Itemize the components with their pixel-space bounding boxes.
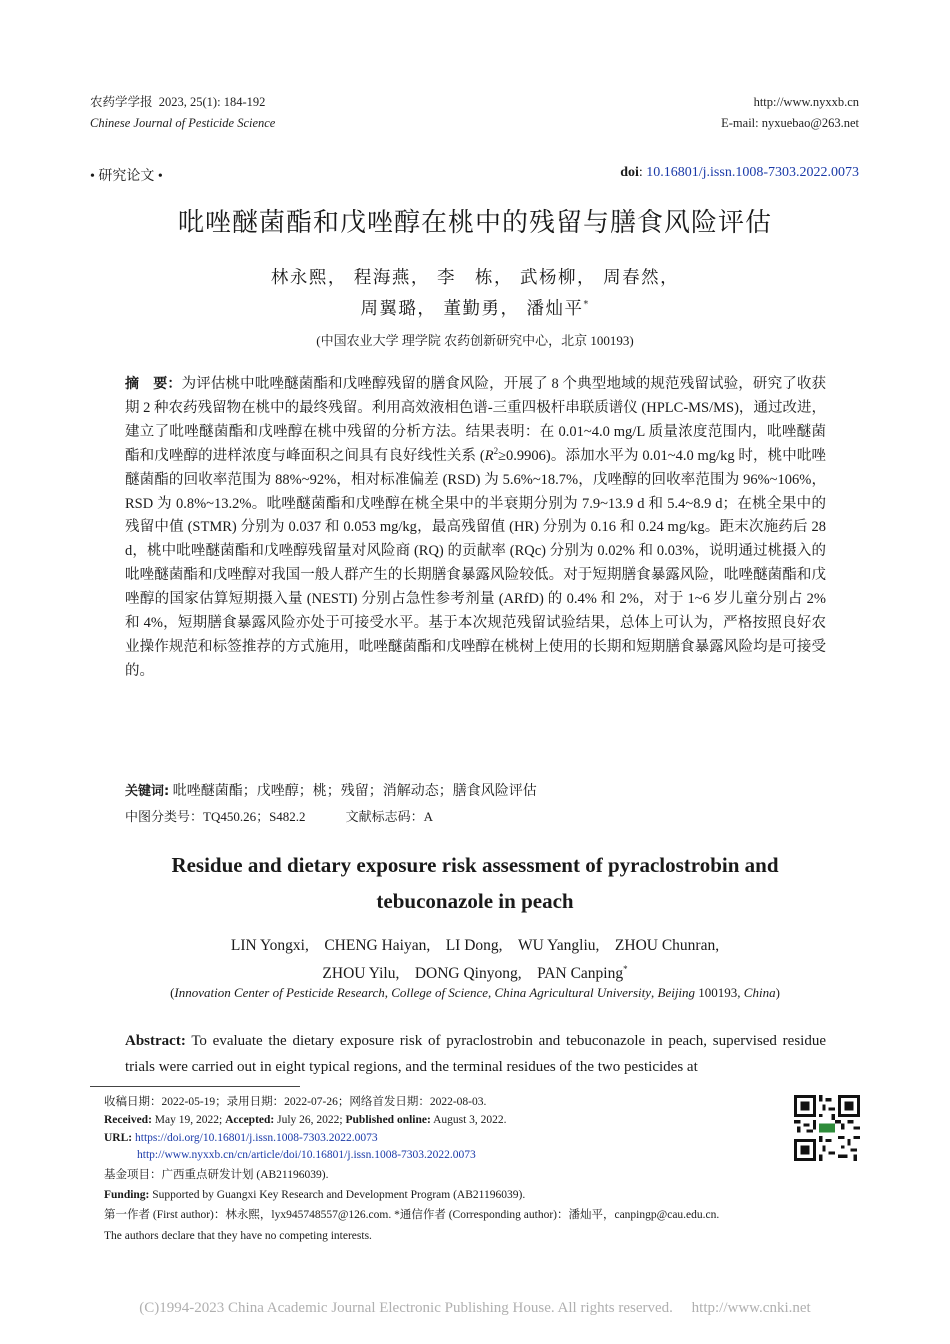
footnote-authors: 第一作者 (First author)：林永熙，lyx945748557@126.com. *通信作者 (Corresponding author)：潘灿平，canpingp@cau.edu.cn. xyxy=(104,1209,720,1221)
aff-org1: Innovation Center of Pesticide Research xyxy=(174,985,385,1000)
journal-name-cn: 农药学学报 xyxy=(90,95,153,109)
footnote-url-2 xyxy=(137,1148,476,1163)
qr-code-icon[interactable] xyxy=(794,1095,860,1161)
accepted-label: Accepted: xyxy=(225,1114,275,1126)
r-symbol: R xyxy=(484,447,494,464)
authors-cn xyxy=(150,263,800,325)
abstract-en-label: Abstract: xyxy=(125,1033,186,1049)
received-label: Received: xyxy=(104,1114,152,1126)
section-tag: • 研究论文 • xyxy=(90,169,163,184)
footnote-fund-cn: 基金项目：广西重点研发计划 (AB21196039). xyxy=(104,1169,329,1181)
abstract-en-text: To evaluate the dietary exposure risk of pyraclostrobin and tebuconazole in peach, supervised residue trials were carried out in eight typical regions, and the terminal residues of the two pesticides at xyxy=(125,1033,826,1075)
published-date: August 3, 2022. xyxy=(433,1114,507,1126)
journal-header-left xyxy=(90,94,265,110)
abstract-en xyxy=(125,1028,826,1080)
doi-label: doi xyxy=(620,165,639,180)
received-date: May 19, 2022; xyxy=(154,1114,223,1126)
doi-link[interactable]: 10.16801/j.issn.1008-7303.2022.0073 xyxy=(646,165,859,180)
keywords-cn-value: 吡唑醚菌酯；戊唑醇；桃；残留；消解动态；膳食风险评估 xyxy=(172,784,537,799)
keywords-cn xyxy=(125,780,537,800)
authors-en-line2: ZHOU Yilu, DONG Qinyong, PAN Canping xyxy=(322,965,624,982)
abstract-cn xyxy=(125,373,826,684)
journal-name-en: Chinese Journal of Pesticide Science xyxy=(90,116,276,130)
footnote-competing: The authors declare that they have no competing interests. xyxy=(104,1230,372,1242)
doi-line: doi: 10.16801/j.issn.1008-7303.2022.0073 xyxy=(620,165,859,180)
authors-en-line2-wrap xyxy=(0,960,950,988)
url-label: URL: xyxy=(104,1132,133,1144)
aff-country: China xyxy=(743,985,776,1000)
authors-en xyxy=(0,932,950,988)
footnote-funding-en xyxy=(104,1188,525,1203)
aff-org3: China Agricultural University xyxy=(494,985,651,1000)
footnote-dates-en xyxy=(104,1113,507,1128)
authors-cn-line2: 周翼璐， 董勤勇， 潘灿平 xyxy=(360,299,584,319)
aff-zip: 100193 xyxy=(698,985,738,1000)
r-superscript: 2 xyxy=(493,445,499,456)
abstract-cn-text1: 为评估桃中吡唑醚菌酯和戊唑醇残留的膳食风险，开展了 8 个典型地域的规范残留试验，研究了收获期 2 种农药残留物在桃中的最终残留。利用高效液相色谱-三重四极杆串联质谱仪 (HPLC-MS/MS)，通过改进，建立了吡唑醚菌酯和戊唑醇在桃中残留的分析方法。结果表明：在 0.01~4.0 mg/L 质量浓度范围内，吡唑醚菌酯和戊唑醇的进样浓度与峰面积之间具有良好线性关系 ( xyxy=(125,376,827,464)
url-link-2[interactable]: http://www.nyxxb.cn/cn/article/doi/10.16801/j.issn.1008-7303.2022.0073 xyxy=(137,1149,476,1161)
corresponding-mark: * xyxy=(583,300,590,311)
published-label: Published online: xyxy=(345,1114,431,1126)
funding-label: Funding: xyxy=(104,1189,150,1201)
title-en-line1: Residue and dietary exposure risk assessment of pyraclostrobin and xyxy=(171,853,779,877)
journal-citation: 2023, 25(1): 184-192 xyxy=(158,95,266,109)
aff-city: Beijing xyxy=(657,985,696,1000)
title-cn: 吡唑醚菌酯和戊唑醇在桃中的残留与膳食风险评估 xyxy=(177,208,772,238)
journal-email[interactable]: E-mail: nyxuebao@263.net xyxy=(721,116,859,130)
corresponding-mark-en: * xyxy=(623,963,628,974)
keywords-cn-label: 关键词: xyxy=(125,784,170,799)
authors-en-line1: LIN Yongxi, CHENG Haiyan, LI Dong, WU Yangliu, ZHOU Chunran, xyxy=(230,937,720,954)
accepted-date: July 26, 2022; xyxy=(277,1114,343,1126)
authors-cn-line1: 林永熙， 程海燕， 李 栋， 武杨柳， 周春然， xyxy=(270,268,680,288)
footnote-divider xyxy=(90,1086,300,1087)
journal-url[interactable]: http://www.nyxxb.cn xyxy=(753,95,859,109)
title-en-line2: tebuconazole in peach xyxy=(376,889,574,913)
aff-org2: College of Science xyxy=(391,985,489,1000)
url-link-1[interactable]: https://doi.org/10.16801/j.issn.1008-7303.2022.0073 xyxy=(135,1132,378,1144)
affiliation-en: (Innovation Center of Pesticide Research, College of Science, China Agricultural University, Beijing 100193, China) xyxy=(170,985,780,1000)
footnote-dates-cn: 收稿日期：2022-05-19；录用日期：2022-07-26；网络首发日期：2022-08-03. xyxy=(104,1096,487,1108)
classification xyxy=(125,806,433,825)
abstract-cn-label: 摘 要： xyxy=(125,376,182,392)
funding-text: Supported by Guangxi Key Research and Development Program (AB21196039). xyxy=(152,1189,526,1201)
document-code: 文献标志码：A xyxy=(345,809,433,824)
footnote-url xyxy=(104,1131,378,1146)
copyright-watermark: (C)1994-2023 China Academic Journal Electronic Publishing House. All rights reserved. http://www.cnki.net xyxy=(139,1300,811,1316)
clc-number: 中图分类号：TQ450.26；S482.2 xyxy=(125,809,306,824)
title-en xyxy=(0,847,950,919)
authors-cn-line2-wrap xyxy=(150,294,800,325)
affiliation-cn: (中国农业大学 理学院 农药创新研究中心，北京 100193) xyxy=(316,333,634,348)
abstract-cn-text2: ≥0.9906)。添加水平为 0.01~4.0 mg/kg 时，桃中吡唑醚菌酯的回收率范围为 88%~92%，相对标准偏差 (RSD) 为 5.6%~18.7%，戊唑醇的回收率范围为 96%~106%，RSD 为 0.8%~13.2%。吡唑醚菌酯和戊唑醇在桃全果中的半衰期分别为 7.9~13.9 d 和 5.4~8.9 d；在桃全果中的残留中值 (STMR) 分别为 0.037 和 0.053 mg/kg，最高残留值 (HR) 分别为 0.16 和 0.24 mg/kg。距末次施药后 28 d，桃中吡唑醚菌酯和戊唑醇残留量对风险商 (RQ) 的贡献率 (RQc) 分别为 0.02% 和 0.03%，说明通过桃摄入的吡唑醚菌酯和戊唑醇对我国一般人群产生的长期膳食暴露风险较低。对于短期膳食暴露风险，吡唑醚菌酯和戊唑醇的国家估算短期摄入量 (NESTI) 分别占急性参考剂量 (ARfD) 的 0.4% 和 2%，对于 1~6 岁儿童分别占 2% 和 4%，短期膳食暴露风险亦处于可接受水平。基于本次规范残留试验结果，总体上可认为，严格按照良好农业操作规范和标签推荐的方式施用，吡唑醚菌酯和戊唑醇在桃树上使用的长期和短期膳食暴露风险均是可接受的。 xyxy=(125,447,827,679)
